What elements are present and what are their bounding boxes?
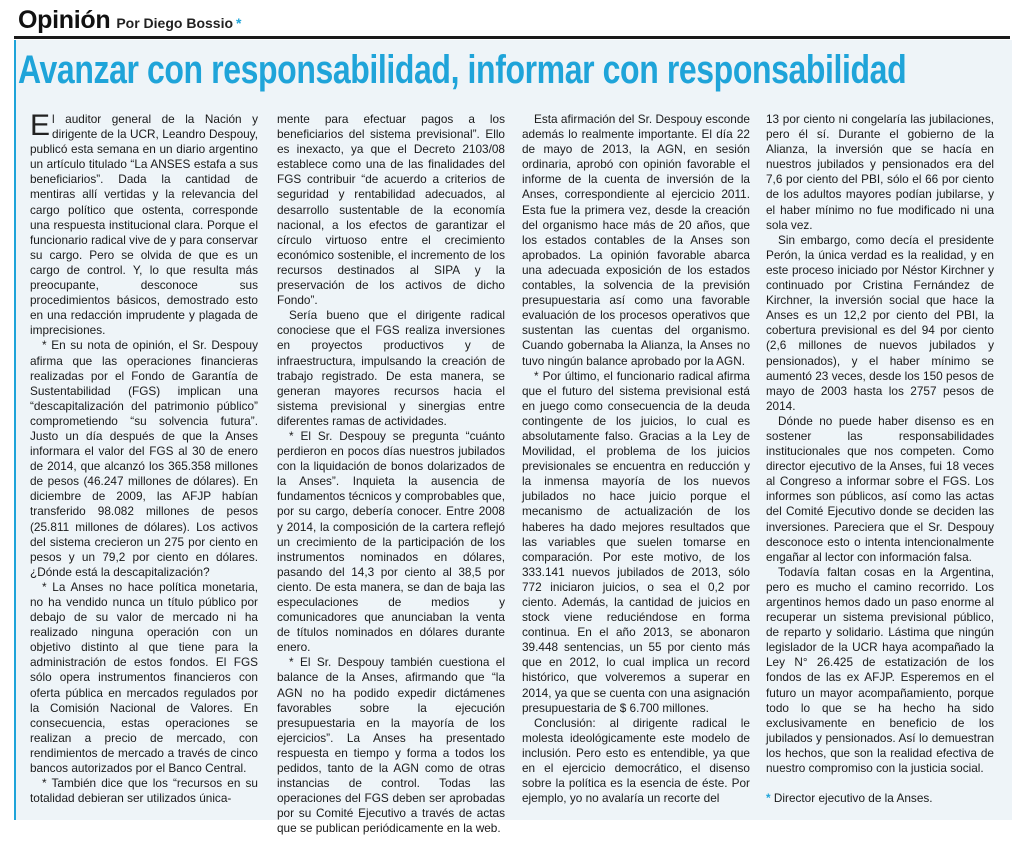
footnote-text: Director ejecutivo de la Anses. (770, 791, 933, 806)
paragraph: Dónde no puede haber disenso es en sostener las responsabilidades institucionales que nos competen. Como director ejecutivo de la Anses, fui 18 veces al Congreso a informar sobre el FGS. Los informes son públicos, así como las actas del Comité Ejecutivo donde se deciden las inversiones. Pareciera que el Sr. Despouy desconoce esto o intenta intencionalmente engañar al lector con información falsa. (766, 413, 994, 564)
section-header (18, 6, 241, 38)
paragraph: Sería bueno que el dirigente radical conociese que el FGS realiza inversiones en proyectos productivos y de infraestructura, impulsando la creación de trabajo registrado. De esta manera, se generan mayores recursos hacia el sistema previsional y sinergias entre diferentes ramas de actividades. (277, 308, 505, 428)
column-4 (766, 112, 994, 812)
paragraph: * El Sr. Despouy también cuestiona el balance de la Anses, afirmando que “la AGN no ha podido expedir dictámenes favorables sobre la ejecución presupuestaria en la mayoría de los ejercicios”. La Anses ha presentado respuesta en tiempo y forma a todos los pedidos, tanto de la AGN como de otras instancias de control. Todas las operaciones del FGS deben ser aprobadas por su Comité Ejecutivo a través de actas que se publican periódicamente en la web. (277, 655, 505, 836)
column-3 (522, 112, 750, 812)
header-divider (14, 36, 1010, 39)
paragraph (30, 109, 258, 338)
paragraph: * El Sr. Despouy se pregunta “cuánto perdieron en pocos días nuestros jubilados con la liquidación de bonos dolarizados de la Anses”. Inquieta la ausencia de fundamentos técnicos y comprobables que, por su cargo, debería conocer. Entre 2008 y 2014, la composición de la cartera reflejó un crecimiento de la participación de los instrumentos nominados en dólares, pasando del 14,3 por ciento al 38,5 por ciento. De esta manera, se dan de baja las especulaciones de medios y comunicadores que anunciaban la venta de títulos nominados en dólares durante enero. (277, 428, 505, 655)
paragraph: * También dice que los “recursos en su totalidad debieran ser utilizados única- (30, 776, 258, 806)
paragraph: Esta afirmación del Sr. Despouy esconde además lo realmente importante. El día 22 de mayo de 2013, la AGN, en sesión ordinaria, aprobó con opinión favorable el informe de la cuenta de inversión de la Anses, correspondiente al ejercicio 2011. Esta fue la primera vez, desde la creación del organismo hace más de 20 años, que los estados contables de la Anses son aprobados. La opinión favorable abarca una adecuada exposición de los estados contables, la solvencia de la previsión presupuestaria así como una favorable evaluación de los procesos operativos que sustentan las cuentas del organismo. Cuando gobernaba la Alianza, la Anses no tuvo ningún balance aprobado por la AGN. (522, 112, 750, 368)
paragraph: * Por último, el funcionario radical afirma que el futuro del sistema previsional está en juego como consecuencia de la deuda contingente de los juicios, lo cual es absolutamente falso. Gracias a la Ley de Movilidad, el problema de los juicios previsionales se encuentra en reducción y la inmensa mayoría de los nuevos jubilados no hace juicio porque el mecanismo de actualización de los haberes ha dado mejores resultados que las variables que suelen tomarse en comparación. Por este motivo, de los 333.141 nuevos jubilados de 2013, sólo 772 iniciaron juicios, o sea el 0,2 por ciento. Además, la cantidad de juicios en stock viene reduciéndose en forma continua. En el año 2013, se abonaron 39.448 sentencias, un 55 por ciento más que en 2012, lo cual implica un record histórico, que volveremos a superar en 2014, ya que se cuenta con una asignación presupuestaria de $ 6.700 millones. (522, 368, 750, 715)
article-body (30, 109, 1002, 836)
column-2 (277, 112, 505, 836)
paragraph: mente para efectuar pagos a los beneficiarios del sistema previsional”. Ello es inexacto, ya que el Decreto 2103/08 establece como una de las finalidades del FGS contribuir “de acuerdo a criterios de seguridad y rentabilidad adecuados, al desarrollo sustentable de la economía nacional, a los efectos de garantizar el círculo virtuoso entre el crecimiento económico sostenible, el incremento de los recursos destinados al SIPA y la preservación de los activos de dicho Fondo”. (277, 112, 505, 308)
paragraph: Conclusión: al dirigente radical le molesta ideológicamente este modelo de inclusión. Pero esto es entendible, ya que en el ejercicio democrático, el disenso sobre la política es la esencia de éste. Por ejemplo, yo no avalaría un recorte del (522, 715, 750, 806)
paragraph: Todavía faltan cosas en la Argentina, pero es mucho el camino recorrido. Los argentinos hemos dado un paso enorme al recuperar un sistema previsional público, de reparto y solidario. Lástima que ningún legislador de la UCR haya acompañado la Ley N° 26.425 de estatización de los fondos de las ex AFJP. Esperemos en el futuro un mayor acompañamiento, porque todo lo que se ha hecho ha sido exclusivamente en beneficio de los jubilados y pensionados. Así lo demuestran los hechos, que son la realidad efectiva de nuestro compromiso con la justicia social. (766, 564, 994, 776)
footnote-asterisk: * (766, 791, 771, 806)
paragraph: * En su nota de opinión, el Sr. Despouy afirma que las operaciones financieras realizadas por el Fondo de Garantía de Sustentabilidad (FGS) implican una “descapitalización del patrimonio público” comprometiendo “su solvencia futura”. Justo un día después de que la Anses informara el valor del FGS al 30 de enero de 2014, que alcanzó los 365.358 millones de pesos (46.247 millones de dólares). En diciembre de 2009, las AFJP habían transferido 98.082 millones de pesos (25.811 millones de dólares). Los activos del sistema crecieron un 275 por ciento en pesos y un 79,2 por ciento en dólares. ¿Dónde está la descapitalización? (30, 338, 258, 579)
paragraph: * La Anses no hace política monetaria, no ha vendido nunca un título público por debajo de su valor de mercado ni ha realizado ninguna operación con un objetivo distinto al que tiene para la administración de estos fondos. El FGS sólo opera instrumentos financieros con oferta pública en mercados regulados por la Comisión Nacional de Valores. En consecuencia, estas operaciones se realizan a precio de mercado, con rendimientos de mercado a través de cinco bancos autorizados por el Banco Central. (30, 579, 258, 776)
paragraph-text: l auditor general de la Nación y dirigente de la UCR, Leandro Despouy, publicó esta semana en un diario argentino un artículo titulado “La ANSES estafa a sus beneficiarios”. Dada la cantidad de mentiras allí vertidas y la relevancia del cargo político que ostenta, corresponde una respuesta institucional clara. Porque el funcionario radical vive de y para conservar su cargo. Pero se olvida de que es un cargo de control. Y, lo que resulta más preocupante, desconoce sus procedimientos básicos, demostrado esto en una redacción imprudente y plagada de imprecisiones. (30, 112, 258, 338)
column-1 (30, 109, 258, 812)
section-title: Opinión (18, 6, 111, 34)
paragraph: 13 por ciento ni congelaría las jubilaciones, pero él sí. Durante el gobierno de la Alianza, la inversión que se hacía en nuestros jubilados y pensionados era del 7,6 por ciento del PBI, sólo el 66 por ciento de los adultos mayores podían jubilarse, y el haber mínimo no fue modificado ni una sola vez. (766, 112, 994, 232)
byline: Por Diego Bossio (116, 15, 234, 31)
author-footnote (766, 791, 994, 806)
byline-asterisk: * (236, 15, 242, 31)
drop-cap: E (30, 109, 51, 142)
paragraph: Sin embargo, como decía el presidente Perón, la única verdad es la realidad, y en este proceso iniciado por Néstor Kirchner y continuado por Cristina Fernández de Kirchner, la inversión social que hace la Anses es un 12,2 por ciento del PBI, la cobertura previsional es del 94 por ciento (2,6 millones de nuevos jubilados y pensionados), y el haber mínimo se aumentó 23 veces, desde los 150 pesos de mayo de 2003 hasta los 2757 pesos de 2014. (766, 232, 994, 413)
article-headline: Avanzar con responsabilidad, informar con responsabilidad (18, 48, 907, 92)
